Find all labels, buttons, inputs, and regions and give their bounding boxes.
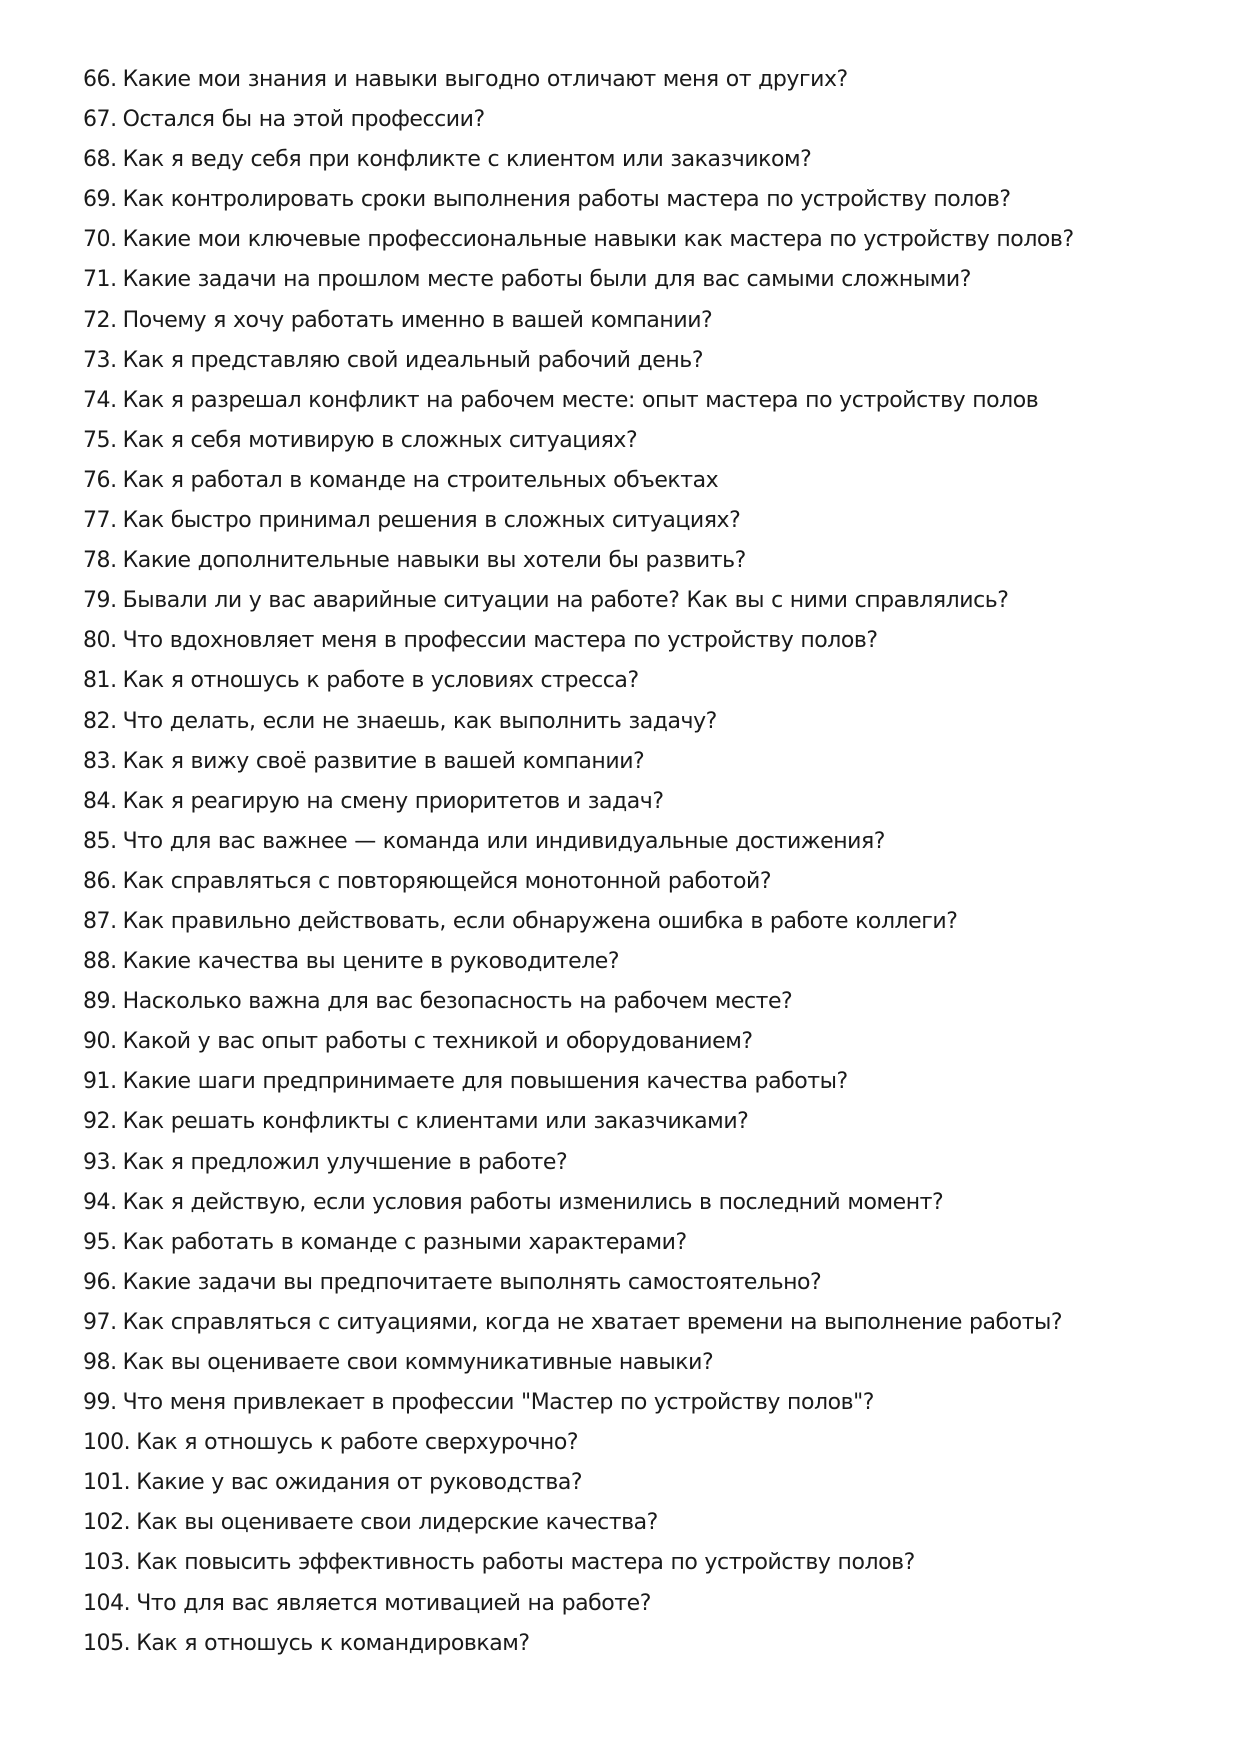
question-text: Как решать конфликты с клиентами или заказчиками? [122,1109,749,1135]
question-number: 91. [83,1069,117,1095]
question-text: Как работать в команде с разными характерами? [122,1229,687,1255]
question-text: Что для вас важнее — команда или индивидуальные достижения? [122,828,886,854]
question-text: Как вы оцениваете свои коммуникативные навыки? [122,1350,714,1375]
question-number: 85. [83,828,117,854]
question-text: Какие дополнительные навыки вы хотели бы развить? [122,548,746,574]
question-number: 98. [83,1350,117,1375]
question-item [83,902,1183,942]
question-number: 79. [83,588,117,614]
question-text: Как я себя мотивирую в сложных ситуациях? [122,427,638,453]
question-item [83,140,1183,180]
question-number: 76. [83,467,117,493]
question-list [83,60,1183,1664]
question-item [83,1022,1183,1062]
question-text: Какие задачи на прошлом месте работы были для вас самыми сложными? [122,267,971,293]
question-item [83,541,1183,581]
question-number: 83. [83,748,117,774]
question-number: 95. [83,1229,117,1255]
question-item [83,621,1183,661]
question-item [83,1423,1183,1463]
question-number: 97. [83,1309,117,1335]
question-number: 75. [83,427,117,453]
question-text: Насколько важна для вас безопасность на рабочем месте? [122,989,793,1015]
question-text: Как правильно действовать, если обнаружена ошибка в работе коллеги? [122,908,958,934]
question-item [83,581,1183,621]
question-number: 68. [83,147,117,173]
question-item [83,1503,1183,1543]
question-item [83,501,1183,541]
question-text: Как я предложил улучшение в работе? [122,1149,568,1175]
question-number: 86. [83,868,117,894]
question-item [83,982,1183,1022]
question-number: 74. [83,387,117,413]
question-number: 99. [83,1390,117,1416]
question-item [83,1343,1183,1383]
question-item [83,1543,1183,1583]
question-item [83,862,1183,902]
question-item [83,180,1183,220]
question-item [83,782,1183,822]
question-text: Что вдохновляет меня в профессии мастера по устройству полов? [122,628,878,654]
question-number: 93. [83,1149,117,1175]
question-item [83,100,1183,140]
question-number: 89. [83,989,117,1015]
question-text: Как я вижу своё развитие в вашей компании? [122,748,645,774]
question-text: Что меня привлекает в профессии "Мастер по устройству полов"? [122,1390,874,1416]
question-text: Какие задачи вы предпочитаете выполнять самостоятельно? [122,1269,822,1295]
question-number: 92. [83,1109,117,1135]
question-number: 96. [83,1269,117,1295]
question-number: 105. [83,1630,131,1656]
question-number: 101. [83,1470,131,1496]
question-item [83,260,1183,300]
question-item [83,381,1183,421]
question-text: Как я отношусь к работе в условиях стресса? [122,668,639,694]
question-text: Какой у вас опыт работы с техникой и оборудованием? [122,1029,753,1055]
question-number: 72. [83,307,117,333]
question-text: Как я реагирую на смену приоритетов и задач? [122,788,664,814]
question-text: Остался бы на этой профессии? [122,107,485,133]
question-number: 66. [83,67,117,92]
question-text: Как справляться с ситуациями, когда не хватает времени на выполнение работы? [122,1309,1063,1335]
question-item [83,220,1183,260]
question-item [83,1624,1183,1664]
question-item [83,1223,1183,1263]
question-number: 88. [83,949,117,975]
question-text: Как я действую, если условия работы изменились в последний момент? [122,1189,944,1215]
question-text: Какие шаги предпринимаете для повышения качества работы? [122,1069,848,1095]
question-text: Как я веду себя при конфликте с клиентом или заказчиком? [122,147,812,173]
question-text: Что для вас является мотивацией на работе? [136,1590,651,1616]
question-number: 87. [83,908,117,934]
question-text: Бывали ли у вас аварийные ситуации на работе? Как вы с ними справлялись? [122,588,1009,614]
question-item [83,1303,1183,1343]
question-item [83,942,1183,982]
question-item [83,1183,1183,1223]
question-number: 103. [83,1550,131,1576]
question-number: 70. [83,227,117,253]
question-item [83,702,1183,742]
question-number: 73. [83,347,117,373]
question-text: Что делать, если не знаешь, как выполнить задачу? [122,708,717,734]
question-text: Почему я хочу работать именно в вашей компании? [122,307,713,333]
question-text: Какие качества вы цените в руководителе? [122,949,620,975]
question-item [83,661,1183,701]
question-text: Как вы оцениваете свои лидерские качества? [136,1510,658,1536]
question-item [83,1102,1183,1142]
question-text: Как быстро принимал решения в сложных ситуациях? [122,508,741,534]
question-text: Какие мои ключевые профессиональные навыки как мастера по устройству полов? [122,227,1074,253]
question-number: 84. [83,788,117,814]
question-item [83,341,1183,381]
question-item [83,421,1183,461]
question-item [83,742,1183,782]
question-text: Какие у вас ожидания от руководства? [136,1470,583,1496]
question-text: Как справляться с повторяющейся монотонной работой? [122,868,772,894]
question-number: 69. [83,187,117,213]
question-number: 81. [83,668,117,694]
question-item [83,1463,1183,1503]
question-text: Как я работал в команде на строительных объектах [122,467,719,493]
question-number: 90. [83,1029,117,1055]
question-text: Как повысить эффективность работы мастера по устройству полов? [136,1550,915,1576]
question-item [83,1383,1183,1423]
question-number: 77. [83,508,117,534]
question-number: 82. [83,708,117,734]
question-number: 78. [83,548,117,574]
question-text: Как я разрешал конфликт на рабочем месте: опыт мастера по устройству полов [122,387,1039,413]
question-text: Как я представляю свой идеальный рабочий день? [122,347,704,373]
question-number: 67. [83,107,117,133]
question-number: 100. [83,1430,131,1456]
question-number: 80. [83,628,117,654]
question-item [83,822,1183,862]
question-text: Как контролировать сроки выполнения работы мастера по устройству полов? [122,187,1011,213]
question-number: 71. [83,267,117,293]
question-item [83,1263,1183,1303]
question-number: 104. [83,1590,131,1616]
question-text: Как я отношусь к работе сверхурочно? [136,1430,579,1456]
question-item [83,1584,1183,1624]
question-text: Как я отношусь к командировкам? [136,1630,530,1656]
question-item [83,1062,1183,1102]
question-number: 94. [83,1189,117,1215]
question-item [83,461,1183,501]
question-text: Какие мои знания и навыки выгодно отличают меня от других? [122,67,848,92]
question-item [83,301,1183,341]
question-number: 102. [83,1510,131,1536]
question-item [83,60,1183,100]
question-item [83,1143,1183,1183]
